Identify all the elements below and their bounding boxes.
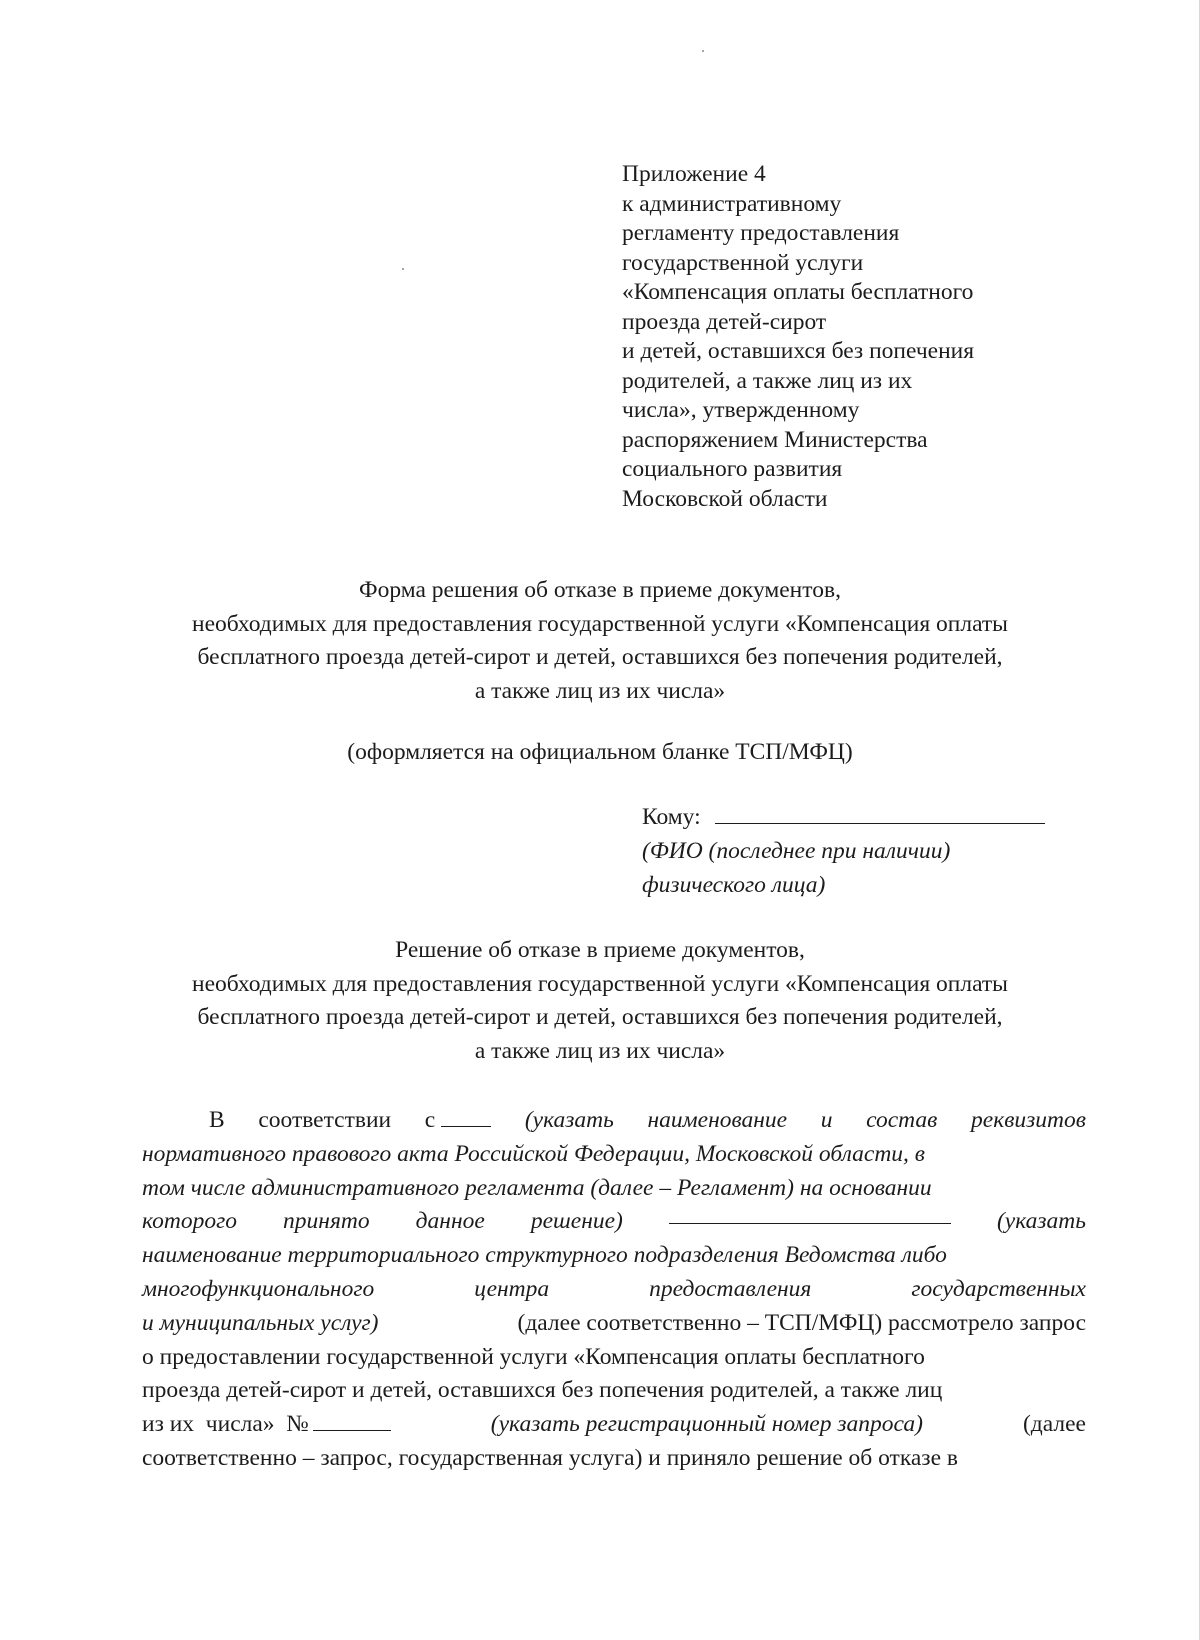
body-text-line: наименование территориального структурного подразделения Ведомства либо bbox=[142, 1242, 947, 1269]
body-line bbox=[142, 1341, 1086, 1375]
body-word: которого bbox=[142, 1208, 237, 1235]
body-line bbox=[142, 1273, 1086, 1307]
recipient-hint-line: (ФИО (последнее при наличии) bbox=[642, 838, 951, 864]
form-title bbox=[100, 574, 1100, 708]
annex-line: «Компенсация оплаты бесплатного bbox=[622, 279, 974, 305]
decision-title-line: а также лиц из их числа» bbox=[474, 1037, 726, 1064]
decision-title-line: необходимых для предоставления государственной услуги «Компенсация оплаты bbox=[192, 970, 1008, 997]
annex-line: Московской области bbox=[622, 485, 828, 512]
body-line bbox=[142, 1138, 1086, 1172]
annex-line: числа», утвержденному bbox=[622, 397, 860, 423]
body-word: состав bbox=[866, 1107, 938, 1133]
annex-line: регламенту предоставления bbox=[622, 220, 900, 246]
body-text-line: нормативного правового акта Российской Федерации, Московской области, в bbox=[142, 1140, 925, 1167]
scan-speck bbox=[702, 50, 704, 52]
body-word: предоставления bbox=[649, 1275, 812, 1302]
body-line bbox=[142, 1442, 1086, 1476]
body-word: с bbox=[424, 1107, 436, 1133]
annex-line: к административному bbox=[622, 190, 842, 217]
body-word: соответствии bbox=[258, 1107, 392, 1133]
body-word: и bbox=[820, 1107, 833, 1133]
body-text-line: проезда детей-сирот и детей, оставшихся без попечения родителей, а также лиц bbox=[142, 1377, 943, 1404]
body-word: многофункционального bbox=[142, 1275, 375, 1302]
body-text-segment: (указать регистрационный номер запроса) bbox=[490, 1411, 923, 1438]
annex-line: распоряжением Министерства bbox=[622, 426, 928, 453]
blank-note bbox=[100, 736, 1100, 770]
decision-body-paragraph bbox=[142, 1104, 1086, 1476]
body-text-segment: и муниципальных услуг) bbox=[142, 1309, 379, 1336]
annex-line: социального развития bbox=[622, 456, 843, 482]
form-title-line: Форма решения об отказе в приеме документов, bbox=[359, 577, 841, 603]
form-title-line: необходимых для предоставления государственной услуги «Компенсация оплаты bbox=[192, 610, 1008, 637]
act-name-blank bbox=[441, 1108, 491, 1127]
decision-title-line: бесплатного проезда детей-сирот и детей, оставшихся без попечения родителей, bbox=[197, 1004, 1003, 1030]
body-text-segment: (далее соответственно – ТСП/МФЦ) рассмотрело запрос bbox=[517, 1309, 1086, 1336]
body-text-line: соответственно – запрос, государственная услуга) и приняло решение об отказе в bbox=[142, 1444, 958, 1471]
body-word: принято bbox=[283, 1208, 370, 1235]
scan-speck bbox=[402, 268, 404, 270]
body-text-line: о предоставлении государственной услуги «Компенсация оплаты бесплатного bbox=[142, 1343, 925, 1370]
body-line bbox=[142, 1408, 1086, 1442]
body-text-segment: из их числа» № bbox=[142, 1411, 309, 1438]
body-line bbox=[142, 1104, 1086, 1138]
annex-line: Приложение 4 bbox=[622, 161, 766, 187]
body-line bbox=[142, 1239, 1086, 1273]
body-word: (указать bbox=[524, 1107, 614, 1133]
recipient-hint-line: физического лица) bbox=[642, 872, 826, 898]
body-line bbox=[142, 1307, 1086, 1341]
annex-line: и детей, оставшихся без попечения bbox=[622, 338, 975, 364]
decision-title bbox=[100, 934, 1100, 1068]
blank-note-text: (оформляется на официальном бланке ТСП/МФЦ) bbox=[347, 739, 853, 765]
annex-header bbox=[622, 160, 1042, 514]
body-line bbox=[142, 1172, 1086, 1206]
annex-line: родителей, а также лиц из их bbox=[622, 367, 913, 394]
body-word: (указать bbox=[996, 1208, 1086, 1235]
body-word: государственных bbox=[911, 1275, 1086, 1302]
body-line bbox=[142, 1205, 1086, 1239]
department-name-blank bbox=[669, 1205, 951, 1224]
recipient-name-blank bbox=[715, 803, 1045, 824]
body-word: данное bbox=[415, 1208, 485, 1235]
annex-line: проезда детей-сирот bbox=[622, 308, 827, 335]
decision-title-line: Решение об отказе в приеме документов, bbox=[395, 937, 805, 963]
body-word: центра bbox=[474, 1275, 550, 1302]
form-title-line: бесплатного проезда детей-сирот и детей, оставшихся без попечения родителей, bbox=[197, 644, 1003, 670]
form-title-line: а также лиц из их числа» bbox=[474, 677, 726, 704]
recipient-row bbox=[642, 800, 1062, 834]
body-word: реквизитов bbox=[971, 1107, 1086, 1133]
body-line bbox=[142, 1374, 1086, 1408]
body-word: решение) bbox=[530, 1208, 623, 1235]
body-word-group bbox=[142, 1408, 391, 1442]
request-number-blank bbox=[313, 1412, 391, 1431]
recipient-block bbox=[642, 800, 1062, 902]
recipient-label: Кому: bbox=[642, 804, 701, 830]
body-text-line: том числе административного регламента (далее – Регламент) на основании bbox=[142, 1174, 932, 1201]
body-word: наименование bbox=[647, 1107, 788, 1133]
annex-line: государственной услуги bbox=[622, 249, 864, 276]
body-text-segment: (далее bbox=[1022, 1411, 1086, 1438]
body-word: В bbox=[209, 1107, 225, 1133]
body-word-group bbox=[425, 1104, 491, 1138]
